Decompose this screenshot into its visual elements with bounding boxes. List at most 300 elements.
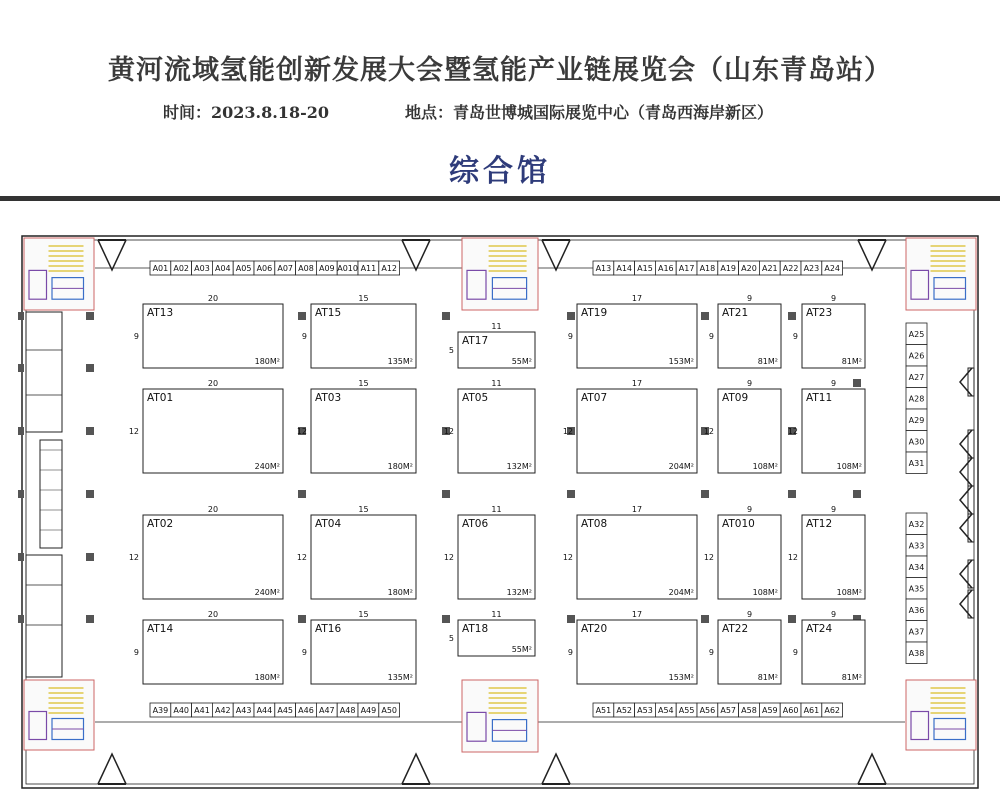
pillar	[788, 312, 796, 320]
pillar	[18, 312, 24, 320]
exhibit-AT21	[709, 294, 781, 368]
pillar	[701, 615, 709, 623]
exhibit-area: 180M²	[387, 462, 413, 471]
svg-text:A49: A49	[360, 706, 377, 715]
exhibit-depth: 9	[301, 648, 307, 657]
booth-A05	[233, 261, 254, 275]
booth-A54	[655, 703, 676, 717]
left-room-1	[26, 312, 62, 432]
pillar	[86, 427, 94, 435]
door-right-6	[960, 590, 974, 618]
svg-text:A08: A08	[298, 264, 314, 273]
exhibit-AT15	[302, 294, 416, 368]
exhibit-width: 11	[491, 505, 502, 514]
exhibit-id: AT02	[147, 518, 174, 530]
facility-top-center	[462, 238, 538, 310]
exhibit-depth: 9	[792, 648, 798, 657]
booth-A58	[739, 703, 760, 717]
exhibit-width: 20	[207, 294, 219, 303]
booth-A15	[635, 261, 656, 275]
svg-text:A02: A02	[173, 264, 190, 273]
booth-A52	[614, 703, 635, 717]
svg-text:A01: A01	[152, 264, 169, 273]
exhibit-AT17	[449, 322, 535, 368]
exhibit-id: AT010	[722, 518, 755, 530]
booth-A07	[275, 261, 296, 275]
svg-text:A20: A20	[741, 264, 757, 273]
svg-text:A23: A23	[803, 264, 820, 273]
booth-A20	[739, 261, 760, 275]
exhibit-depth: 9	[567, 332, 573, 341]
booth-A16	[655, 261, 676, 275]
svg-text:A21: A21	[761, 264, 778, 273]
svg-text:A47: A47	[318, 706, 335, 715]
pillar	[86, 312, 94, 320]
svg-text:A54: A54	[657, 706, 674, 715]
exhibit-area: 55M²	[511, 645, 532, 654]
exhibit-width: 17	[631, 505, 643, 514]
exhibit-depth: 12	[296, 427, 307, 436]
exhibit-area: 240M²	[254, 588, 280, 597]
exhibit-id: AT20	[581, 623, 608, 635]
exhibit-area: 240M²	[254, 462, 280, 471]
booth-A41	[192, 703, 213, 717]
pillar	[853, 490, 861, 498]
svg-text:A22: A22	[782, 264, 799, 273]
exhibit-width: 15	[358, 505, 369, 514]
exhibit-AT18	[449, 610, 535, 656]
exhibit-AT01	[129, 379, 283, 473]
pillar	[788, 615, 796, 623]
exhibit-width: 20	[207, 379, 219, 388]
door-top-3	[858, 240, 886, 270]
exhibit-depth: 12	[703, 427, 714, 436]
pillar	[567, 615, 575, 623]
pillar	[18, 490, 24, 498]
booth-A12	[379, 261, 400, 275]
svg-text:A39: A39	[152, 706, 169, 715]
pillar	[567, 490, 575, 498]
svg-text:A18: A18	[699, 264, 716, 273]
exhibit-width: 20	[207, 610, 219, 619]
exhibit-width: 9	[830, 505, 837, 514]
exhibit-width: 11	[491, 610, 502, 619]
svg-text:A53: A53	[637, 706, 653, 715]
exhibit-area: 132M²	[506, 588, 532, 597]
exhibit-width: 11	[491, 322, 502, 331]
exhibit-depth: 5	[448, 346, 454, 355]
svg-text:A52: A52	[616, 706, 633, 715]
svg-text:A29: A29	[908, 415, 925, 425]
exhibit-AT16	[302, 610, 416, 684]
svg-text:A03: A03	[194, 264, 210, 273]
svg-text:A010: A010	[337, 264, 358, 273]
svg-text:A14: A14	[616, 264, 633, 273]
svg-text:A25: A25	[908, 329, 925, 339]
booth-A37	[906, 621, 927, 643]
door-top-2	[542, 240, 570, 270]
page-title: 黄河流域氢能创新发展大会暨氢能产业链展览会（山东青岛站）	[108, 55, 892, 86]
pillar	[18, 364, 24, 372]
exhibit-AT04	[297, 505, 416, 599]
exhibit-AT11	[788, 379, 865, 473]
booth-A38	[906, 642, 927, 664]
exhibit-area: 180M²	[387, 588, 413, 597]
exhibit-depth: 12	[443, 553, 454, 562]
exhibit-width: 17	[631, 610, 643, 619]
svg-text:A26: A26	[908, 351, 925, 361]
booth-A51	[593, 703, 614, 717]
door-bottom-3	[858, 754, 886, 784]
door-bottom-0	[98, 754, 126, 784]
exhibit-width: 9	[746, 379, 753, 388]
svg-text:A61: A61	[803, 706, 820, 715]
pillar	[701, 312, 709, 320]
booth-A24	[822, 261, 843, 275]
pillar	[567, 312, 575, 320]
exhibit-area: 135M²	[387, 357, 413, 366]
exhibit-AT12	[788, 505, 865, 599]
svg-text:A55: A55	[678, 706, 695, 715]
exhibit-id: AT11	[806, 392, 833, 404]
exhibit-AT05	[444, 379, 535, 473]
exhibit-id: AT15	[315, 307, 342, 319]
pillar	[18, 553, 24, 561]
svg-text:A11: A11	[360, 264, 377, 273]
booth-A010	[337, 261, 358, 275]
pillar	[442, 615, 450, 623]
svg-text:A04: A04	[214, 264, 231, 273]
exhibit-depth: 9	[133, 332, 139, 341]
booth-A30	[906, 431, 927, 453]
exhibit-area: 108M²	[752, 588, 778, 597]
exhibit-depth: 12	[443, 427, 454, 436]
exhibit-AT09	[704, 379, 781, 473]
exhibit-AT13	[134, 294, 283, 368]
exhibit-depth: 12	[787, 427, 798, 436]
exhibit-AT22	[709, 610, 781, 684]
exhibit-depth: 9	[567, 648, 573, 657]
exhibit-width: 15	[358, 294, 369, 303]
exhibit-id: AT16	[315, 623, 342, 635]
booth-A14	[614, 261, 635, 275]
booth-A57	[718, 703, 739, 717]
exhibit-depth: 12	[562, 553, 573, 562]
svg-text:A28: A28	[908, 394, 925, 404]
exhibit-depth: 9	[792, 332, 798, 341]
booth-A19	[718, 261, 739, 275]
door-right-2	[960, 458, 974, 486]
svg-text:A43: A43	[235, 706, 252, 715]
exhibit-id: AT18	[462, 623, 489, 635]
exhibit-depth: 5	[448, 634, 454, 643]
exhibit-area: 204M²	[668, 588, 694, 597]
booth-A22	[780, 261, 801, 275]
exhibit-blocks	[129, 294, 865, 684]
booth-A40	[171, 703, 192, 717]
svg-text:A51: A51	[595, 706, 612, 715]
booth-A29	[906, 409, 927, 431]
exhibit-area: 108M²	[836, 462, 862, 471]
exhibit-width: 9	[830, 294, 837, 303]
pillar	[853, 379, 861, 387]
booth-A17	[676, 261, 697, 275]
exhibit-id: AT21	[722, 307, 749, 319]
exhibit-depth: 12	[296, 553, 307, 562]
svg-text:A16: A16	[657, 264, 674, 273]
pillar	[298, 490, 306, 498]
exhibit-depth: 9	[301, 332, 307, 341]
booth-A18	[697, 261, 718, 275]
booth-A11	[358, 261, 379, 275]
booth-A21	[759, 261, 780, 275]
exhibit-AT07	[563, 379, 697, 473]
exhibit-id: AT09	[722, 392, 749, 404]
booth-A23	[801, 261, 822, 275]
booth-A45	[275, 703, 296, 717]
svg-text:A13: A13	[595, 264, 612, 273]
exhibit-AT03	[297, 379, 416, 473]
door-right-4	[960, 514, 974, 542]
exhibit-area: 135M²	[387, 673, 413, 682]
exhibit-area: 81M²	[841, 673, 862, 682]
svg-text:A19: A19	[720, 264, 737, 273]
exhibit-AT19	[568, 294, 697, 368]
pillar	[18, 615, 24, 623]
svg-text:A35: A35	[908, 584, 925, 594]
svg-text:A45: A45	[277, 706, 294, 715]
booth-A06	[254, 261, 275, 275]
exhibit-area: 180M²	[254, 673, 280, 682]
facility-top-right	[906, 238, 976, 310]
pillar	[442, 490, 450, 498]
exhibit-width: 20	[207, 505, 219, 514]
booth-A35	[906, 578, 927, 600]
svg-text:A44: A44	[256, 706, 273, 715]
exhibit-AT06	[444, 505, 535, 599]
booth-A62	[822, 703, 843, 717]
svg-text:A41: A41	[194, 706, 210, 715]
booth-A39	[150, 703, 171, 717]
exhibit-area: 204M²	[668, 462, 694, 471]
exhibit-id: AT12	[806, 518, 833, 530]
exhibit-id: AT07	[581, 392, 608, 404]
svg-text:A59: A59	[761, 706, 778, 715]
exhibit-id: AT13	[147, 307, 174, 319]
exhibit-AT08	[563, 505, 697, 599]
door-top-1	[402, 240, 430, 270]
booth-A32	[906, 513, 927, 535]
svg-text:A36: A36	[908, 605, 925, 615]
pillar	[86, 490, 94, 498]
exhibit-id: AT03	[315, 392, 342, 404]
pillar	[298, 615, 306, 623]
exhibit-AT010	[704, 505, 781, 599]
booth-A55	[676, 703, 697, 717]
exhibit-area: 153M²	[668, 673, 694, 682]
exhibit-id: AT08	[581, 518, 608, 530]
exhibit-area: 108M²	[836, 588, 862, 597]
left-room-2	[26, 555, 62, 677]
svg-text:A40: A40	[173, 706, 190, 715]
svg-text:A33: A33	[908, 541, 925, 551]
left-corridor	[40, 440, 62, 548]
pillar	[442, 312, 450, 320]
exhibit-AT02	[129, 505, 283, 599]
exhibit-id: AT17	[462, 335, 489, 347]
booth-A53	[635, 703, 656, 717]
svg-text:A38: A38	[908, 648, 925, 658]
booth-A09	[316, 261, 337, 275]
exhibit-width: 9	[746, 610, 753, 619]
booth-A34	[906, 556, 927, 578]
booth-A56	[697, 703, 718, 717]
hall-name: 综合馆	[449, 154, 551, 189]
svg-text:A12: A12	[381, 264, 398, 273]
door-top-0	[98, 240, 126, 270]
svg-text:A57: A57	[720, 706, 737, 715]
exhibit-id: AT23	[806, 307, 833, 319]
door-right-0	[960, 368, 974, 396]
booth-A50	[379, 703, 400, 717]
exhibit-width: 9	[830, 379, 837, 388]
exhibit-AT23	[793, 294, 865, 368]
exhibit-depth: 12	[562, 427, 573, 436]
exhibit-id: AT05	[462, 392, 489, 404]
svg-text:A31: A31	[908, 458, 925, 468]
exhibit-width: 9	[746, 505, 753, 514]
pillar	[701, 490, 709, 498]
svg-text:A32: A32	[908, 519, 925, 529]
svg-text:A48: A48	[339, 706, 356, 715]
exhibit-AT20	[568, 610, 697, 684]
event-time: 时间：2023.8.18-20	[163, 103, 329, 122]
exhibit-area: 81M²	[757, 673, 778, 682]
exhibit-id: AT14	[147, 623, 174, 635]
exhibit-width: 17	[631, 379, 643, 388]
booth-A13	[593, 261, 614, 275]
svg-text:A58: A58	[741, 706, 757, 715]
pillar	[86, 364, 94, 372]
booth-A49	[358, 703, 379, 717]
svg-text:A46: A46	[298, 706, 314, 715]
svg-text:A56: A56	[699, 706, 716, 715]
booth-A42	[212, 703, 233, 717]
booth-A33	[906, 535, 927, 557]
exhibit-area: 180M²	[254, 357, 280, 366]
booth-A61	[801, 703, 822, 717]
door-right-1	[960, 430, 974, 458]
exhibit-area: 81M²	[757, 357, 778, 366]
booth-A04	[212, 261, 233, 275]
exhibit-width: 15	[358, 610, 369, 619]
booth-A25	[906, 323, 927, 345]
exhibit-AT14	[134, 610, 283, 684]
facility-top-left	[24, 238, 94, 310]
booth-A46	[296, 703, 317, 717]
svg-text:A50: A50	[381, 706, 398, 715]
booth-A43	[233, 703, 254, 717]
door-bottom-1	[402, 754, 430, 784]
exhibit-depth: 9	[133, 648, 139, 657]
exhibit-AT24	[793, 610, 865, 684]
exhibit-depth: 12	[128, 553, 139, 562]
svg-text:A42: A42	[214, 706, 231, 715]
booth-A60	[780, 703, 801, 717]
exhibit-area: 81M²	[841, 357, 862, 366]
svg-text:A17: A17	[678, 264, 695, 273]
svg-text:A07: A07	[277, 264, 294, 273]
exhibit-width: 9	[746, 294, 753, 303]
booth-A08	[296, 261, 317, 275]
exhibit-id: AT01	[147, 392, 174, 404]
booth-A31	[906, 452, 927, 474]
exhibit-area: 55M²	[511, 357, 532, 366]
svg-text:A15: A15	[637, 264, 653, 273]
svg-text:A09: A09	[318, 264, 335, 273]
facility-bottom-right	[906, 680, 976, 750]
door-bottom-2	[542, 754, 570, 784]
pillar	[18, 427, 24, 435]
facility-bottom-center	[462, 680, 538, 752]
exhibit-area: 132M²	[506, 462, 532, 471]
svg-text:A27: A27	[908, 372, 925, 382]
booth-A26	[906, 345, 927, 367]
exhibit-id: AT24	[806, 623, 833, 635]
booth-A44	[254, 703, 275, 717]
pillar	[86, 615, 94, 623]
svg-text:A05: A05	[235, 264, 252, 273]
svg-text:A37: A37	[908, 627, 925, 637]
booth-A48	[337, 703, 358, 717]
booth-A36	[906, 599, 927, 621]
svg-text:A06: A06	[256, 264, 273, 273]
facility-bottom-left	[24, 680, 94, 750]
exhibit-id: AT06	[462, 518, 489, 530]
exhibit-width: 15	[358, 379, 369, 388]
exhibit-id: AT19	[581, 307, 608, 319]
exhibit-depth: 12	[128, 427, 139, 436]
exhibit-width: 17	[631, 294, 643, 303]
exhibit-id: AT22	[722, 623, 749, 635]
exhibit-area: 153M²	[668, 357, 694, 366]
booth-A02	[171, 261, 192, 275]
exhibit-width: 9	[830, 610, 837, 619]
booth-A47	[316, 703, 337, 717]
exhibit-width: 11	[491, 379, 502, 388]
svg-text:A62: A62	[824, 706, 841, 715]
exhibit-depth: 12	[787, 553, 798, 562]
svg-text:A24: A24	[824, 264, 841, 273]
booth-A28	[906, 388, 927, 410]
exhibit-depth: 12	[703, 553, 714, 562]
pillar	[86, 553, 94, 561]
pillar	[788, 490, 796, 498]
svg-text:A30: A30	[908, 437, 925, 447]
booth-A59	[759, 703, 780, 717]
exhibit-depth: 9	[708, 332, 714, 341]
svg-text:A34: A34	[908, 562, 925, 572]
booth-A27	[906, 366, 927, 388]
exhibit-area: 108M²	[752, 462, 778, 471]
booth-A03	[192, 261, 213, 275]
door-right-5	[960, 560, 974, 588]
door-right-3	[960, 486, 974, 514]
booth-A01	[150, 261, 171, 275]
exhibit-depth: 9	[708, 648, 714, 657]
svg-text:A60: A60	[782, 706, 799, 715]
event-location: 地点：青岛世博城国际展览中心（青岛西海岸新区）	[405, 103, 774, 122]
